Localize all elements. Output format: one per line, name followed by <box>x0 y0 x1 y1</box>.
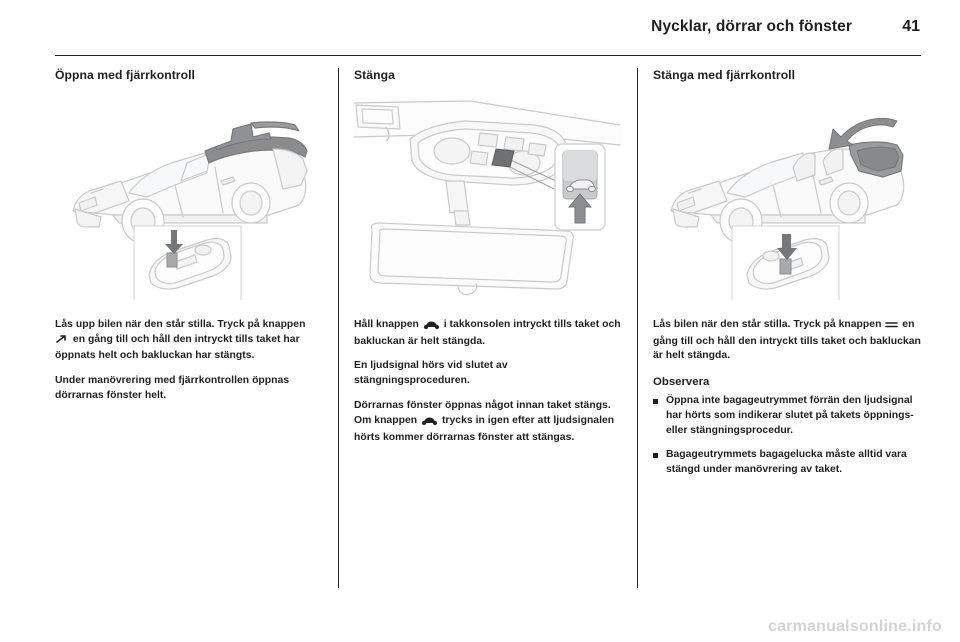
page-number: 41 <box>902 18 920 35</box>
lock-key-icon <box>885 320 898 335</box>
text-run: Håll knappen <box>354 318 422 330</box>
column-divider-1 <box>338 68 339 588</box>
text-run: Lås upp bilen när den står stilla. Tryck på knappen <box>55 318 306 330</box>
text-run: i takkonsolen intryckt tills taket och bakluckan är helt stängda. <box>354 318 621 347</box>
unlock-key-icon <box>56 334 69 350</box>
text-run: Dörrarnas fönster öppnas något innan taket stängs. Om knappen <box>354 400 611 427</box>
note-bullet-icon <box>653 399 658 404</box>
note-bullet-icon <box>653 453 658 458</box>
paragraph-close-2: En ljudsignal hörs vid slutet av stängningsproceduren. <box>354 360 508 387</box>
page-header <box>55 18 920 44</box>
roof-button-icon <box>421 416 438 431</box>
text-run: en gång till och håll den intryckt tills taket har öppnats helt och bakluckan har stängts. <box>55 333 300 362</box>
section-title-close-with-remote: Stänga med fjärrkontroll <box>653 68 796 82</box>
section-title-open-with-remote: Öppna med fjärrkontroll <box>55 68 195 82</box>
column-open-with-remote <box>55 68 323 610</box>
roof-button-icon <box>423 320 440 335</box>
watermark: carmanualsonline.info <box>767 618 942 635</box>
column-close <box>354 68 622 610</box>
paragraph-close-remote-1 <box>653 318 921 365</box>
note-item <box>653 394 921 439</box>
note-title-observera: Observera <box>653 376 710 389</box>
column-container <box>55 68 921 610</box>
paragraph-close-1 <box>354 318 622 350</box>
column-divider-2 <box>637 68 638 588</box>
paragraph-open-remote-1 <box>55 318 323 365</box>
note-list <box>653 394 921 477</box>
column-gap-1 <box>323 68 354 610</box>
figure-convertible-roof-closing <box>653 93 921 300</box>
paragraph-close-3 <box>354 399 622 446</box>
section-title-close: Stänga <box>354 68 395 82</box>
text-run: trycks in igen efter att ljudsignalen hörts kommer dörrarnas fönster att stängas. <box>354 415 615 443</box>
note-item-text: Bagageutrymmets bagagelucka måste alltid vara stängd under manövrering av taket. <box>666 448 907 475</box>
column-close-with-remote <box>653 68 921 610</box>
text-run: Lås bilen när den står stilla. Tryck på knappen <box>653 318 885 330</box>
header-divider <box>55 55 921 56</box>
text-run: en gång till och håll den intryckt tills taket och bakluckan är helt stängda. <box>653 318 921 362</box>
column-gap-2 <box>622 68 653 610</box>
paragraph-open-remote-2: Under manövrering med fjärrkontrollen öppnas dörrarnas fönster helt. <box>55 375 290 402</box>
header-title: Nycklar, dörrar och fönster <box>651 18 852 35</box>
figure-overhead-console <box>354 93 622 300</box>
note-item-text: Öppna inte bagageutrymmet förrän den ljudsignal har hörts som indikerar slutet på takets öppnings- eller stängningsprocedur. <box>666 395 914 437</box>
figure-convertible-roof-opening <box>55 93 323 300</box>
note-item <box>653 448 921 478</box>
